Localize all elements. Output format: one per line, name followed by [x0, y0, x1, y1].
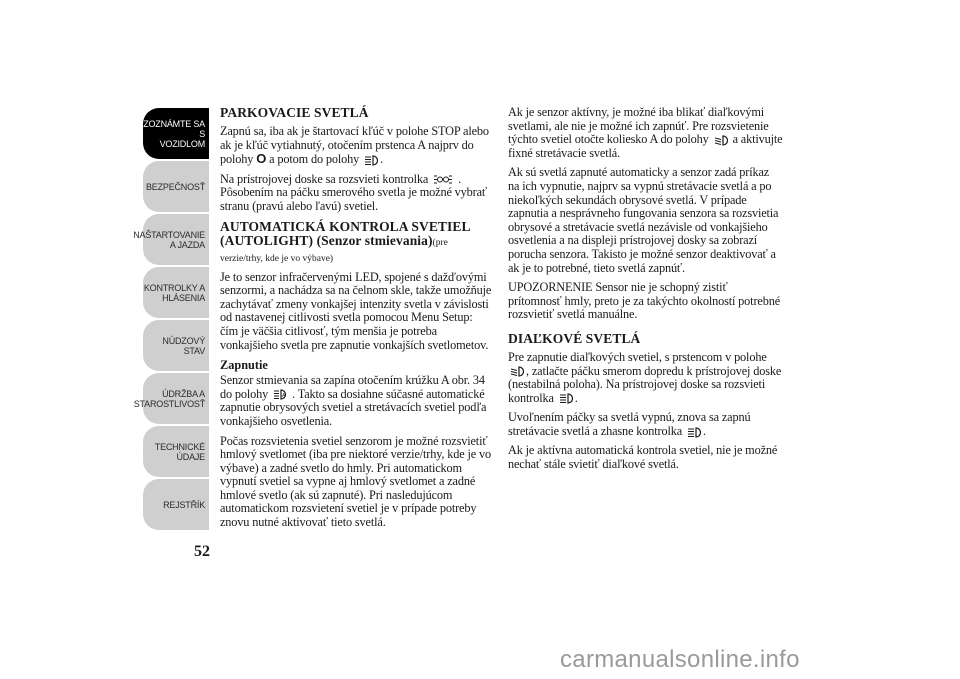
position-o-symbol: O: [256, 151, 267, 167]
heading-text: AUTOMATICKÁ KONTROLA SVETIEL (AUTOLIGHT) (Senzor stmievania): [220, 218, 470, 248]
paragraph: [220, 125, 492, 167]
tab-zoznamte-sa-s-vozidlom[interactable]: ZOZNÁMTE SA S VOZIDLOM: [143, 108, 209, 159]
paragraph: [508, 106, 783, 160]
warning-paragraph: UPOZORNENIE Sensor nie je schopný zistiť prítomnosť hmly, preto je za takýchto okolností potrebné rozsvietiť svetlá manuálne.: [508, 280, 780, 322]
chapter-sidebar: [133, 108, 209, 532]
high-beam-icon: [687, 427, 701, 438]
high-beam-icon: [559, 393, 573, 404]
low-beam-icon: [510, 366, 524, 377]
heading-parkovacie-svetla: PARKOVACIE SVETLÁ: [220, 105, 369, 120]
text: . Takto sa dosiahne súčasné automatické zapnutie obrysových svetiel a stretávacích svetiel podľa vonkajšieho osvetlenia.: [220, 386, 487, 428]
text: Senzor stmievania sa zapína otočením krúžku A obr. 34 do polohy: [220, 373, 485, 401]
paragraph: [220, 374, 492, 428]
tab-bezpecnost[interactable]: BEZPEČNOSŤ: [143, 161, 209, 212]
text: , zatlačte páčku smerom dopredu k prístrojovej doske (nestabilná poloha). Na prístrojovej doske sa rozsvieti kontrolka: [508, 363, 782, 405]
availability-note: (pre verzie/trhy, kde je vo výbave): [220, 237, 448, 264]
subheading-zapnutie: Zapnutie: [220, 358, 268, 373]
paragraph: Ak je aktívna automatická kontrola svetiel, nie je možné nechať stále svietiť diaľkové svetlá.: [508, 443, 778, 472]
tab-nastartovanie-a-jazda[interactable]: NAŠTARTOVANIE A JAZDA: [143, 214, 209, 265]
low-beam-icon: [714, 135, 728, 146]
svg-text:A: A: [282, 393, 286, 400]
paragraph: Ak sú svetlá zapnuté automaticky a senzor zadá príkaz na ich vypnutie, najprv sa vypnú stretávacie svetlá a po niekoľkých sekundách obrysové svetlá. V prípade zapnutia a nesprávneho fungovania senzora sa rozsvietia obrysové a stretávacie svetlá nezávisle od vonkajšieho osvetlenia a na displeji prístrojovej dosky sa zobrazí porucha senzora. Takisto je možné senzor deaktivovať a ak je to potrebné, tieto svetlá zapnúť.: [508, 165, 779, 275]
text: Na prístrojovej doske sa rozsvieti kontrolka: [220, 171, 429, 186]
tab-udrzba-a-starostlivost[interactable]: ÚDRŽBA A STAROSTLIVOSŤ: [143, 373, 209, 424]
paragraph: [508, 411, 783, 438]
text: . Pôsobením na páčku smerového svetla je možné vybrať stranu (pravú alebo ľavú) svetiel.: [220, 171, 488, 213]
paragraph: [220, 173, 492, 214]
text: Zapnú sa, iba ak je štartovací kľúč v polohe STOP alebo ak je kľúč vytiahnutý, otočením prstenca A najprv do polohy: [220, 124, 489, 167]
heading-automaticka-kontrola-svetiel: [220, 220, 492, 266]
left-column: [220, 106, 492, 536]
text: .: [574, 390, 578, 405]
page-number: 52: [194, 543, 210, 560]
tab-technicke-udaje[interactable]: TECHNICKÉ ÚDAJE: [143, 426, 209, 477]
tab-kontrolky-a-hlasenia[interactable]: KONTROLKY A HLÁSENIA: [143, 267, 209, 318]
right-column: [508, 106, 783, 478]
text: a aktivujte fixné stretávacie svetlá.: [508, 132, 783, 160]
tab-rejstrik[interactable]: REJSTŘÍK: [143, 479, 209, 530]
side-lights-indicator-icon: [433, 174, 453, 185]
text: Uvoľnením páčky sa svetlá vypnú, znova sa zapnú stretávacie svetlá a zhasne kontrolka: [508, 410, 751, 438]
parking-light-icon: [364, 155, 378, 166]
paragraph: Je to senzor infračervenými LED, spojené s dažďovými senzormi, a nachádza sa na čelnom skle, takže umožňuje zachytávať zmeny vonkajšej intenzity svetla v závislosti od nastavenej citlivosti svetla pomocou Menu Setup: čím je väčšia citlivosť, tým menšia je potreba vonkajšieho svetla pre zapnutie vonkajších svetlometov.: [220, 269, 492, 352]
text: .: [702, 423, 706, 438]
text: a potom do polohy: [269, 152, 360, 167]
paragraph: [508, 351, 783, 405]
paragraph: Počas rozsvietenia svetiel senzorom je možné rozsvietiť hmlový svetlomet (iba pre niektoré verzie/trhy, kde je vo výbave) a zadné svetlo do hmly. Pri automatickom vypnutí svetiel sa vypne aj hmlový svetlomet a zadné hmlové svetlo (ak sú zapnuté). Pri nasledujúcom automatickom rozsvietení svetiel je v prípade potreby znovu nutné aktivovať tieto svetlá.: [220, 433, 492, 530]
auto-light-icon: [273, 389, 287, 400]
heading-dialkove-svetla: DIAĽKOVÉ SVETLÁ: [508, 330, 641, 346]
text: Pre zapnutie diaľkových svetiel, s prstencom v polohe: [508, 349, 767, 364]
tab-nudzovy-stav[interactable]: NÚDZOVÝ STAV: [143, 320, 209, 371]
text: Ak je senzor aktívny, je možné iba blikať diaľkovými svetlami, ale nie je možné ich zapnúť. Pre rozsvietenie týchto svetiel otočte koliesko A do polohy: [508, 105, 769, 147]
text: .: [380, 152, 383, 167]
watermark: carmanualsonline.info: [560, 646, 800, 673]
